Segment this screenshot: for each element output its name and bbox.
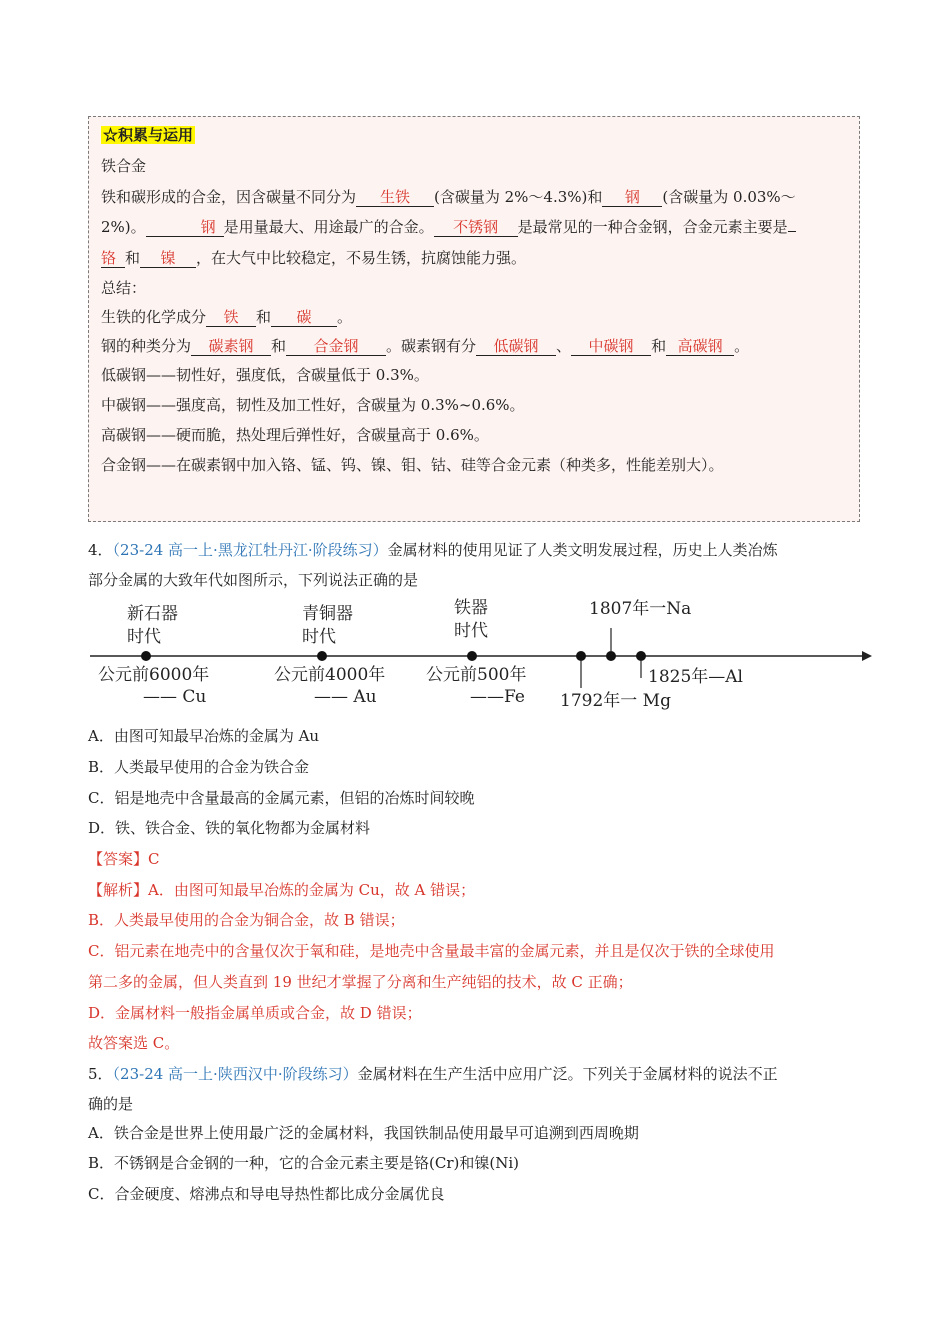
point-al: [636, 651, 646, 661]
q4-analysis-2: B．人类最早使用的合金为铜合金，故 B 错误；: [88, 911, 405, 929]
blank: 碳: [271, 308, 337, 327]
era-3-b: 时代: [454, 621, 488, 641]
point-na: [606, 651, 616, 661]
blank: 铬: [101, 249, 125, 268]
blank: 生铁: [356, 188, 434, 207]
axis-arrow: [862, 651, 872, 661]
q5-option-c: C．合金硬度、熔沸点和导电导热性都比成分金属优良: [88, 1185, 445, 1203]
box-line-7: 中碳钢——强度高，韧性及加工性好，含碳量为 0.3%~0.6%。: [101, 396, 525, 414]
box-line-3: 铬 和 镍 ，在大气中比较稳定，不易生锈，抗腐蚀能力强。: [101, 249, 527, 267]
era-2-a: 青铜器: [302, 604, 353, 624]
box-line-4: 生铁的化学成分 铁 和 碳 。: [101, 308, 353, 326]
q4-option-b: B．人类最早使用的合金为铁合金: [88, 758, 310, 776]
q5-stem-line-2: 确的是: [88, 1095, 134, 1113]
blank: 中碳钢: [571, 337, 651, 356]
q4-analysis-3: C．铝元素在地壳中的含量仅次于氧和硅，是地壳中含量最丰富的金属元素，并且是仅次于铁的全球使用: [88, 942, 775, 960]
blank: 碳素钢: [191, 337, 271, 356]
q4-source: （23-24 高一上·黑龙江牡丹江·阶段练习）: [112, 541, 388, 559]
box-line-5: 钢的种类分为 碳素钢 和 合金钢 。碳素钢有分 低碳钢 、 中碳钢 和 高碳钢 。: [101, 337, 750, 355]
box-line-2: 2%)。 钢 是用量最大、用途最广的合金。 不锈钢 是最常见的一种合金钢，合金元素主要是: [101, 217, 796, 237]
q4-analysis-6: 故答案选 C。: [88, 1034, 180, 1052]
label-al: 1825年—Al: [648, 667, 743, 687]
q4-analysis-1: 【解析】A．由图可知最早冶炼的金属为 Cu，故 A 错误；: [88, 881, 476, 899]
q4-analysis-5: D．金属材料一般指金属单质或合金，故 D 错误；: [88, 1004, 422, 1022]
blank: 钢: [602, 188, 662, 207]
label-na: 1807年一Na: [589, 599, 692, 619]
blank: 合金钢: [286, 337, 386, 356]
metal-au: —— Au: [314, 687, 377, 707]
blank: 铁: [206, 308, 256, 327]
q4-stem-line-1: 4．（23-24 高一上·黑龙江牡丹江·阶段练习）金属材料的使用见证了人类文明发展过程，历史上人类冶炼: [88, 541, 778, 559]
point-fe: [467, 651, 477, 661]
q4-option-a: A．由图可知最早冶炼的金属为 Au: [88, 727, 320, 745]
box-line-9: 合金钢——在碳素钢中加入铬、锰、钨、镍、钼、钴、硅等合金元素（种类多，性能差别大）。: [101, 456, 724, 474]
q4-option-d: D．铁、铁合金、铁的氧化物都为金属材料: [88, 819, 371, 837]
label-mg: 1792年一 Mg: [560, 691, 671, 711]
era-1-a: 新石器: [127, 604, 178, 624]
date-au: 公元前4000年: [274, 665, 386, 685]
q4-analysis-4: 第二多的金属，但人类直到 19 世纪才掌握了分离和生产纯铝的技术，故 C 正确；: [88, 973, 633, 991]
box-heading: 铁合金: [101, 157, 147, 175]
box-summary: 总结：: [101, 279, 147, 297]
blank: 低碳钢: [476, 337, 556, 356]
date-fe: 公元前500年: [426, 665, 527, 685]
q4-answer: 【答案】C: [88, 850, 160, 868]
era-2-b: 时代: [302, 627, 336, 647]
point-mg: [576, 651, 586, 661]
q5-option-b: B．不锈钢是合金钢的一种，它的合金元素主要是铬(Cr)和镍(Ni): [88, 1154, 520, 1172]
blank: 钢: [146, 218, 224, 237]
box-line-6: 低碳钢——韧性好，强度低，含碳量低于 0.3%。: [101, 366, 429, 384]
metal-fe: ——Fe: [470, 687, 525, 707]
point-au: [317, 651, 327, 661]
q5-option-a: A．铁合金是世界上使用最广泛的金属材料，我国铁制品使用最早可追溯到西周晚期: [88, 1124, 639, 1142]
blank: 不锈钢: [434, 218, 518, 237]
box-line-8: 高碳钢——硬而脆，热处理后弹性好，含碳量高于 0.6%。: [101, 426, 489, 444]
q4-stem-line-2: 部分金属的大致年代如图所示，下列说法正确的是: [88, 571, 419, 589]
metal-cu: —— Cu: [143, 687, 207, 707]
box-line-1: 铁和碳形成的合金，因含碳量不同分为 生铁 (含碳量为 2%～4.3%)和 钢 (含碳量为 0.03%～: [101, 188, 796, 206]
blank: 高碳钢: [666, 337, 734, 356]
blank: 镍: [140, 249, 196, 268]
q4-option-c: C．铝是地壳中含量最高的金属元素，但铝的冶炼时间较晚: [88, 789, 475, 807]
q5-stem-line-1: 5．（23-24 高一上·陕西汉中·阶段练习）金属材料在生产生活中应用广泛。下列关于金属材料的说法不正: [88, 1065, 778, 1083]
era-3-a: 铁器: [454, 598, 488, 618]
date-cu: 公元前6000年: [98, 665, 210, 685]
point-cu: [141, 651, 151, 661]
era-1-b: 时代: [127, 627, 161, 647]
box-tag: ☆积累与运用: [103, 126, 194, 144]
q5-source: （23-24 高一上·陕西汉中·阶段练习）: [112, 1065, 358, 1083]
